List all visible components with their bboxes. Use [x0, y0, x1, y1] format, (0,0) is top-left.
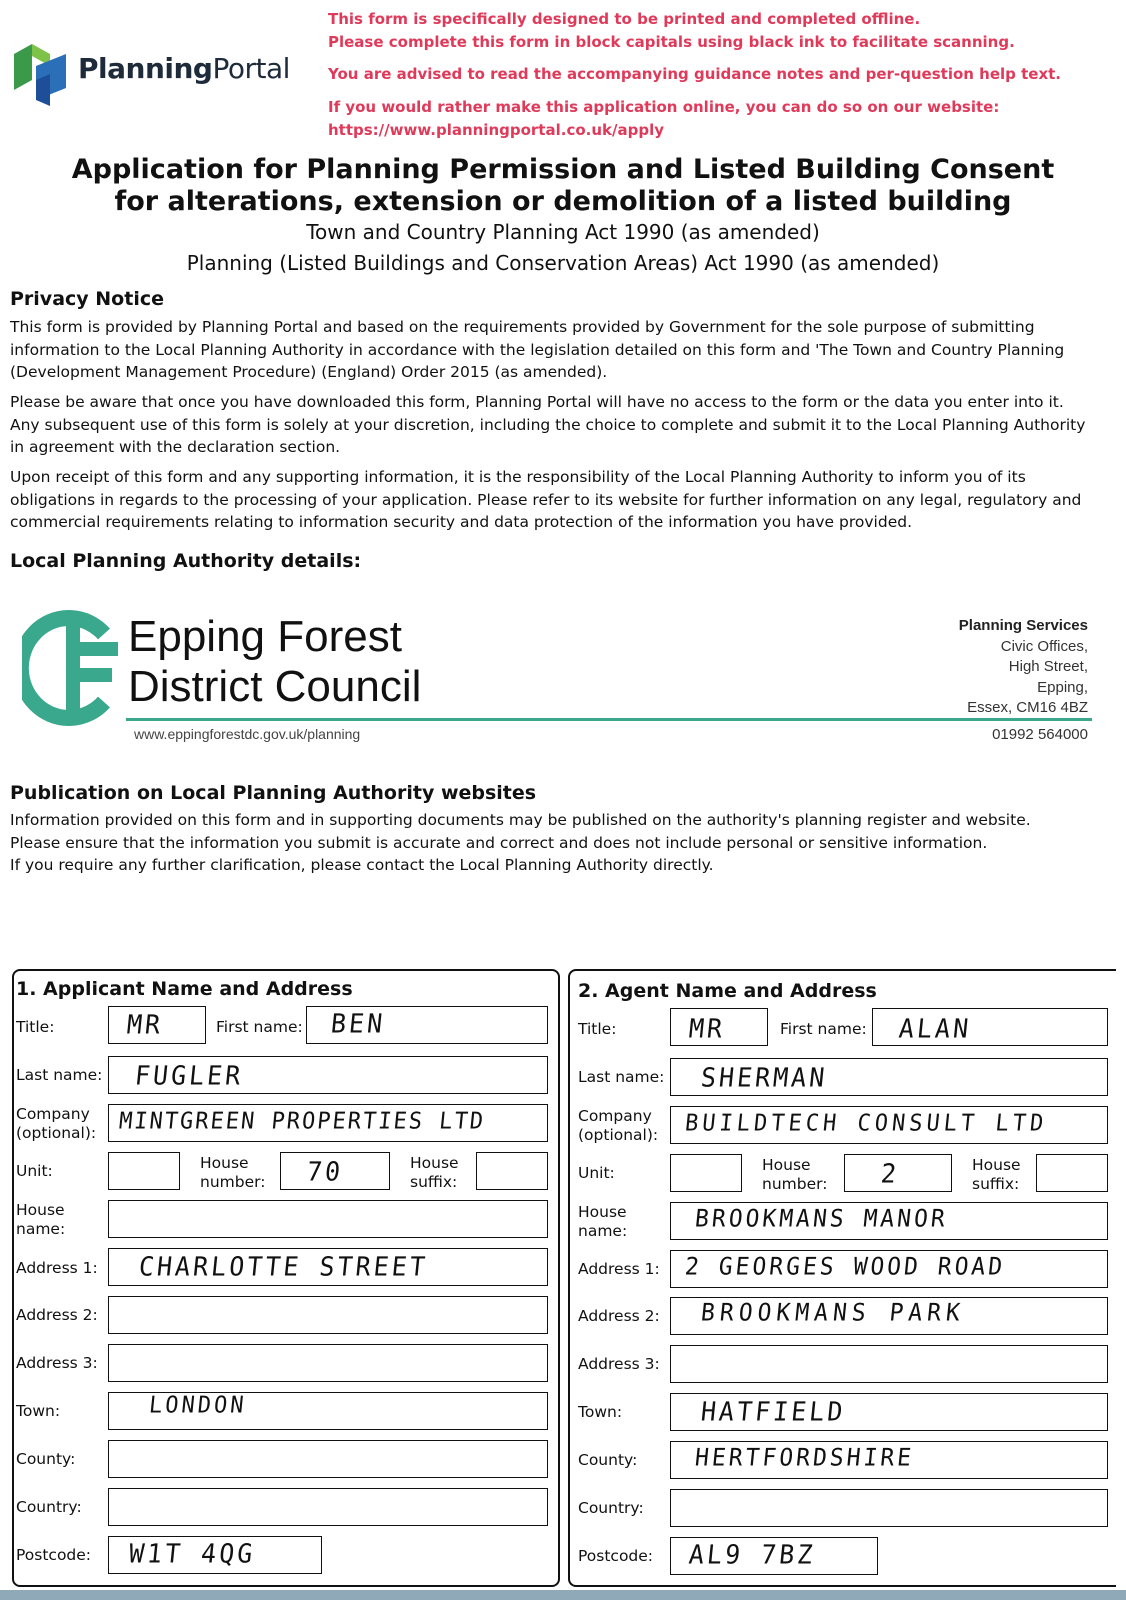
applicant-section-title: 1. Applicant Name and Address — [16, 978, 353, 1000]
agent-company-value: BUILDTECH CONSULT LTD — [683, 1110, 1049, 1137]
agent-house-name-value: BROOKMANS MANOR — [693, 1205, 950, 1233]
agent-title-field[interactable] — [670, 1008, 768, 1046]
publication-paragraph — [10, 809, 1120, 877]
agent-house-number-label — [762, 1156, 827, 1194]
applicant-house-name-field[interactable] — [108, 1200, 548, 1238]
publication-heading: Publication on Local Planning Authority websites — [10, 782, 537, 804]
label-line: suffix: — [410, 1173, 458, 1191]
privacy-line: information to the Local Planning Authority in accordance with the legislation detailed on this form and 'The Town and Country Planning — [10, 340, 1065, 359]
privacy-line: obligations in regards to the processing of your application. Please refer to its website for further information on any legal, regulatory and — [10, 490, 1082, 509]
applicant-title-value: MR — [125, 1009, 165, 1040]
applicant-address3-label: Address 3: — [16, 1354, 98, 1372]
agent-address1-field[interactable] — [670, 1250, 1108, 1288]
agent-postcode-field[interactable] — [670, 1537, 878, 1575]
applicant-postcode-label: Postcode: — [16, 1546, 92, 1564]
applicant-last-name-field[interactable] — [108, 1056, 548, 1094]
agent-address2-value: BROOKMANS PARK — [699, 1299, 967, 1327]
agent-address3-field[interactable] — [670, 1345, 1108, 1383]
agent-first-name-label: First name: — [780, 1020, 867, 1038]
applicant-address3-field[interactable] — [108, 1344, 548, 1382]
agent-address1-label: Address 1: — [578, 1260, 660, 1278]
agent-county-field[interactable] — [670, 1441, 1108, 1479]
page-bottom-bar — [0, 1590, 1126, 1600]
notice-url-link[interactable]: https://www.planningportal.co.uk/apply — [328, 121, 664, 139]
planning-portal-wordmark — [78, 52, 290, 85]
council-address-line: Planning Services — [958, 617, 1088, 634]
agent-unit-field[interactable] — [670, 1154, 742, 1192]
council-address-line: Epping, — [1037, 678, 1088, 696]
agent-postcode-value: AL9 7BZ — [687, 1539, 817, 1570]
form-title-line1: Application for Planning Permission and Listed Building Consent — [71, 154, 1055, 185]
applicant-company-field[interactable] — [108, 1104, 548, 1142]
applicant-house-name-label — [16, 1201, 65, 1239]
agent-last-name-field[interactable] — [670, 1058, 1108, 1096]
agent-unit-label: Unit: — [578, 1164, 615, 1182]
agent-country-label: Country: — [578, 1499, 644, 1517]
applicant-address1-value: CHARLOTTE STREET — [137, 1251, 430, 1282]
agent-country-field[interactable] — [670, 1489, 1108, 1527]
privacy-heading: Privacy Notice — [10, 288, 164, 310]
agent-postcode-label: Postcode: — [578, 1547, 654, 1565]
agent-house-suffix-field[interactable] — [1036, 1154, 1108, 1192]
agent-house-suffix-label — [972, 1156, 1021, 1194]
applicant-first-name-field[interactable] — [306, 1006, 548, 1044]
label-line: House — [972, 1156, 1021, 1174]
agent-first-name-value: ALAN — [897, 1013, 973, 1044]
label-line: number: — [762, 1175, 828, 1193]
applicant-first-name-value: BEN — [329, 1008, 387, 1039]
applicant-country-field[interactable] — [108, 1488, 548, 1526]
brand-bold: Planning — [78, 52, 213, 85]
privacy-paragraph-3 — [10, 466, 1120, 534]
privacy-paragraph-1 — [10, 316, 1120, 384]
notice-offline: This form is specifically designed to be printed and completed offline. — [328, 10, 921, 28]
agent-address3-label: Address 3: — [578, 1355, 660, 1373]
notice-guidance: You are advised to read the accompanying guidance notes and per-question help text. — [328, 65, 1062, 83]
applicant-house-suffix-field[interactable] — [476, 1152, 548, 1190]
agent-last-name-value: SHERMAN — [699, 1062, 829, 1093]
privacy-line: Please be aware that once you have downloaded this form, Planning Portal will have no access to the form or the data you enter into it. — [10, 393, 1064, 411]
privacy-line: Upon receipt of this form and any supporting information, it is the responsibility of the Local Planning Authority to inform you of its — [10, 468, 1026, 486]
planning-portal-logo-icon — [10, 36, 70, 108]
publication-line: Information provided on this form and in supporting documents may be published on the authority's planning register and website. — [10, 811, 1031, 829]
council-website-link[interactable]: www.eppingforestdc.gov.uk/planning — [134, 726, 361, 742]
privacy-line: (Development Management Procedure) (England) Order 2015 (as amended). — [10, 363, 608, 381]
agent-title-value: MR — [687, 1013, 727, 1044]
applicant-house-number-field[interactable] — [280, 1152, 390, 1190]
label-line: name: — [16, 1220, 66, 1238]
applicant-house-suffix-label — [410, 1154, 459, 1192]
publication-line: If you require any further clarification, please contact the Local Planning Authority directly. — [10, 856, 714, 874]
brand-light: Portal — [212, 52, 290, 85]
agent-company-label — [578, 1107, 658, 1145]
act-line2: Planning (Listed Buildings and Conservation Areas) Act 1990 (as amended) — [186, 251, 940, 275]
agent-house-name-field[interactable] — [670, 1202, 1108, 1240]
privacy-line: Any subsequent use of this form is solely at your discretion, including the choice to complete and submit it to the Local Planning Authority — [10, 415, 1086, 434]
applicant-unit-label: Unit: — [16, 1162, 53, 1180]
applicant-last-name-label: Last name: — [16, 1066, 103, 1084]
privacy-line: commercial requirements relating to information security and data protection of the information you have provided. — [10, 513, 912, 531]
applicant-address1-field[interactable] — [108, 1248, 548, 1286]
applicant-country-label: Country: — [16, 1498, 82, 1516]
council-name-line1: Epping Forest — [128, 612, 402, 661]
applicant-house-number-label — [200, 1154, 265, 1192]
privacy-line: This form is provided by Planning Portal and based on the requirements provided by Government for the sole purpose of submitting — [10, 318, 1035, 336]
agent-last-name-label: Last name: — [578, 1068, 665, 1086]
applicant-town-label: Town: — [16, 1402, 61, 1420]
agent-title-label: Title: — [578, 1020, 617, 1038]
epping-forest-logo-icon — [22, 606, 118, 728]
council-phone: 01992 564000 — [992, 726, 1088, 743]
label-line: suffix: — [972, 1175, 1020, 1193]
label-line: (optional): — [16, 1124, 97, 1142]
notice-online: If you would rather make this application online, you can do so on our website: — [328, 98, 1000, 116]
council-address-line: Essex, CM16 4BZ — [967, 699, 1088, 716]
agent-house-number-field[interactable] — [844, 1154, 952, 1192]
label-line: (optional): — [578, 1126, 659, 1144]
applicant-postcode-value: W1T 4QG — [127, 1538, 257, 1569]
lpa-heading: Local Planning Authority details: — [10, 550, 362, 572]
label-line: number: — [200, 1173, 266, 1191]
council-address — [959, 616, 1088, 719]
label-line: name: — [578, 1222, 628, 1240]
applicant-address2-label: Address 2: — [16, 1306, 98, 1324]
council-name-line2: District Council — [128, 662, 422, 711]
applicant-town-field[interactable] — [108, 1392, 548, 1430]
applicant-county-field[interactable] — [108, 1440, 548, 1478]
label-line: House — [200, 1154, 249, 1172]
agent-county-value: HERTFORDSHIRE — [693, 1444, 916, 1472]
applicant-title-field[interactable] — [108, 1006, 206, 1044]
agent-house-number-value: 2 — [879, 1158, 901, 1189]
applicant-company-label — [16, 1105, 96, 1143]
label-line: House — [578, 1203, 627, 1221]
agent-county-label: County: — [578, 1451, 638, 1469]
applicant-last-name-value: FUGLER — [133, 1060, 245, 1091]
council-address-line: Civic Offices, — [1000, 637, 1088, 655]
publication-line: Please ensure that the information you submit is accurate and correct and does not include personal or sensitive information. — [10, 833, 988, 852]
agent-section-title: 2. Agent Name and Address — [578, 980, 877, 1002]
agent-address2-label: Address 2: — [578, 1307, 660, 1325]
agent-town-value: HATFIELD — [699, 1396, 847, 1427]
form-title-line2: for alterations, extension or demolition of a listed building — [114, 186, 1012, 217]
privacy-paragraph-2 — [10, 391, 1120, 459]
applicant-unit-field[interactable] — [108, 1152, 180, 1190]
applicant-town-value: LONDON — [147, 1392, 248, 1419]
label-line: Company — [578, 1107, 652, 1125]
applicant-county-label: County: — [16, 1450, 76, 1468]
notice-block-capitals: Please complete this form in block capitals using black ink to facilitate scanning. — [328, 33, 1015, 51]
agent-address1-value: 2 GEORGES WOOD ROAD — [683, 1253, 1007, 1281]
agent-house-name-label — [578, 1203, 627, 1241]
applicant-house-number-value: 70 — [305, 1156, 345, 1187]
agent-first-name-field[interactable] — [872, 1008, 1108, 1046]
agent-company-field[interactable] — [670, 1106, 1108, 1144]
label-line: Company — [16, 1105, 90, 1123]
applicant-company-value: MINTGREEN PROPERTIES LTD — [117, 1108, 487, 1135]
agent-town-label: Town: — [578, 1403, 623, 1421]
applicant-address1-label: Address 1: — [16, 1259, 98, 1277]
applicant-postcode-field[interactable] — [108, 1536, 322, 1574]
agent-town-field[interactable] — [670, 1393, 1108, 1431]
council-rule — [126, 718, 1092, 721]
label-line: House — [16, 1201, 65, 1219]
label-line: House — [410, 1154, 459, 1172]
council-address-line: High Street, — [1008, 658, 1088, 675]
act-line1: Town and Country Planning Act 1990 (as amended) — [306, 220, 820, 244]
applicant-first-name-label: First name: — [216, 1018, 303, 1036]
label-line: House — [762, 1156, 811, 1174]
applicant-title-label: Title: — [16, 1018, 55, 1036]
privacy-line: in agreement with the declaration section. — [10, 438, 341, 456]
agent-address2-field[interactable] — [670, 1297, 1108, 1335]
applicant-address2-field[interactable] — [108, 1296, 548, 1334]
